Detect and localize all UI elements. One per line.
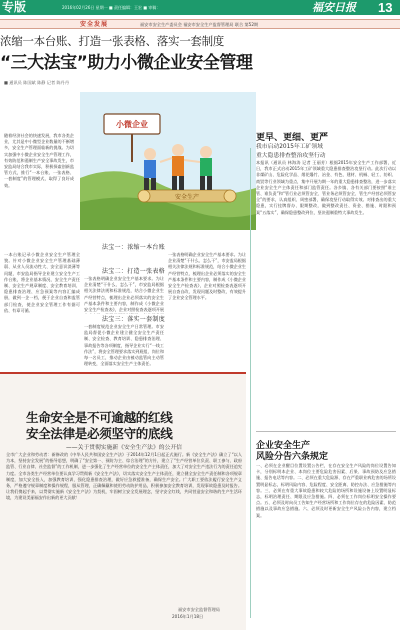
sidebar-headline: 更早、更细、更严 bbox=[256, 133, 329, 143]
section-1-text: 一本台账记录小微企业安全生产管理全貌。针对小微企业安全生产管理基础薄弱、从业人员流动性大、安全意识淡薄等问题，市安监局指导企业建立安全生产工作台账，将企业基本情况、安全生产责任制、安全生产规章制度、安全教育培训、隐患排查治理、应急预案等内容汇编成册，做到一企一档，便于企业自查和监管部门检查，使企业安全管理工作有据可依、有章可循。 bbox=[4, 252, 80, 313]
section-3-title: 法宝三：落实一套制度 bbox=[102, 316, 166, 323]
column-divider bbox=[250, 148, 251, 618]
sidebar-article-text: 本报讯（通讯员 林海涛 记者 王丽芳）根据2015年安全生产工作部署，近日，我市正式启动2015年工矿领域重大隐患排查整治攻坚行动。此次行动以非煤矿山、危险化学品、烟花爆竹、冶金、有色、建材、机械、轻工、纺织、商贸等行业领域为重点，集中开展为期一年的重大隐患排查整治，进一步落实企业安全生产主体责任和部门监管责任。各乡镇、各有关部门要按照“谁主管、谁负责”和“管行业必须管安全、管业务必须管安全、管生产经营必须管安全”的要求，认真组织、周密部署，确保攻坚行动取得实效。对排查出的重大隐患，实行挂牌督办、限期整改，做到整改责任、资金、措施、时限和预案“五落实”，确保隐患整改到位，坚决遏制重特大事故发生。 bbox=[256, 160, 396, 215]
section-2-text: 一张表格明确企业安全生产基本要求。为让企业清楚“干什么、怎么干”，市安监局根据相关法律法规和标准规范，结合小微企业生产经营特点，梳理出企业必须落实的安全生产基本条件和主要内容，制作成《小微企业安全生产检查表》，企业对照检查表逐项开展 bbox=[84, 276, 164, 313]
section-2-continuation: 一张表格明确企业安全生产基本要求。为让企业清楚“干什么、怎么干”，市安监局根据相关法律法规和标准规范，结合小微企业生产经营特点，梳理出企业必须落实的安全生产基本条件和主要内容，制作成《小微企业安全生产检查表》，企业对照检查表逐项开展自查自改，发现问题及时整改，有效提升了企业安全管理水平。 bbox=[168, 252, 246, 301]
section-2-title: 法宝二：打造一张表格 bbox=[102, 268, 166, 275]
sidebar-separator bbox=[256, 431, 396, 432]
section-1-title: 法宝一：浓缩一本台账 bbox=[102, 244, 166, 251]
open-letter-body: 全市广大企业和劳动者：新修改的《中华人民共和国安全生产法》于2014年12月1日起正式施行。新《安全生产法》确立了“以人为本，坚持安全发展”的指导思想，明确了“安全第一、预防为主、综合治理”的方针，建立了“生产经营单位负责、职工参与、政府监管、行业自律、社会监督”的工作机制，进一步强化了生产经营单位的安全生产主体责任，加大了对安全生产违法行为的责任追究力度。全市各类生产经营单位要认真学习贯彻新《安全生产法》，切实落实安全生产主体责任，建立健全安全生产责任制和各项规章制度，加大安全投入，加强教育培训，强化隐患排查治理，做好应急救援准备，确保生产安全。广大职工要依法履行安全生产义务，严格遵守规章制度和操作规程，服从管理，正确佩戴和使用劳动防护用品，积极参加安全教育培训，发现事故隐患及时报告。让我们携起手来，以贯彻实施新《安全生产法》为契机，牢固树立安全发展理念，坚守安全红线，共同营造安全和谐的生产生活环境，为建设美丽福安作出新的更大贡献！ bbox=[6, 452, 242, 501]
page-header bbox=[0, 0, 400, 15]
open-letter-headline-2: 安全法律是必须坚守的底线 bbox=[26, 426, 173, 441]
signboard-text: 小微企业 bbox=[116, 120, 148, 129]
sidebar-subhead-1: 我市启动2015年工矿领域 bbox=[256, 144, 323, 150]
open-letter-subtitle: ——关于贯彻实施新《安全生产法》的公开信 bbox=[66, 445, 182, 451]
open-letter-signature: 福安市安全监督管理局 bbox=[178, 607, 220, 612]
article-kicker: 浓缩一本台账、打造一张表格、落实一套制度 bbox=[0, 34, 224, 48]
sidebar-subhead-2: 重大隐患排查整治攻坚行动 bbox=[256, 153, 326, 159]
article-headline: “三大法宝”助力小微企业安全管理 bbox=[0, 53, 253, 73]
newspaper-masthead: 福安日报 bbox=[312, 1, 356, 14]
column-banner bbox=[0, 19, 400, 29]
sidebar-rules-text: 一、必须在企业醒目位置设置公告栏，在存在安全生产风险的岗位设置告知卡，分别标明本企业、本岗位主要危险危害因素、后果、事故预防及应急措施、报告电话等内容。二、必须在重大危险源、存在严重职业病危害的场所设置明显标志，标明风险内容、危险程度、安全距离、防控办法、应急措施等内容。三、必须在有重大事故隐患和较大危险的场所和设施设备上设置明显标志，标明治理责任、期限及应急措施。四、必须在工作岗位标明安全操作要点。五、必须及时向员工告知生产经营场所和工作岗位存在的危险因素、防范措施以及事故应急措施。六、必须及时更新安全生产风险公告内容，建立档案。 bbox=[256, 463, 396, 518]
sidebar-headline-2: 企业安全生产 bbox=[256, 441, 311, 451]
column-subtitle: 福安市安全生产委员会 福安市安全生产监督管理局 联合 第52期 bbox=[140, 22, 259, 27]
sidebar-headline-3: 风险分告六条规定 bbox=[256, 452, 329, 462]
article-lead: 随着经济社会的快速发展，我市各类企业，尤其是中小微型企业数量的不断增多，安全生产管理面临新的挑战。为切实加强中小微企业安全生产管理工作，有效防范和遏制生产安全事故发生，市安监局结合我市实际，积极探索创新监管方式，推行“一本台账、一张表格、一套制度”的管理模式，取得了良好成效。 bbox=[4, 133, 74, 188]
article-byline: ■ 通讯员 陈国斌 陈静 记者 陈丹丹 bbox=[4, 80, 70, 85]
section-name: 专版 bbox=[2, 0, 27, 14]
scroll-text: 安全生产 bbox=[174, 194, 200, 201]
open-letter-headline-1: 生命安全是不可逾越的红线 bbox=[26, 410, 173, 425]
section-3-text-a: 一套制度规范企业安全生产日常管理。市安监局督促小微企业建立健全安全生产责任制、安全检查、教育培训、隐患排查治理、事故报告等各项制度，指导企业实行“一线工作法”，将安全管理要求落实到班组、岗位和每一名员工，推动企业由被动监管向主动管理转变，全面落实安全生产主体责任。 bbox=[84, 324, 164, 367]
header-meta: 2016年02月26日 星期一 ■ 责任编辑：王宏 ■ 审稿： bbox=[62, 5, 161, 10]
article-illustration bbox=[80, 92, 256, 230]
open-letter-date: 2016年1月18日 bbox=[172, 614, 204, 619]
page-number: 13 bbox=[378, 0, 393, 15]
column-title: 安全发展 bbox=[80, 21, 109, 28]
